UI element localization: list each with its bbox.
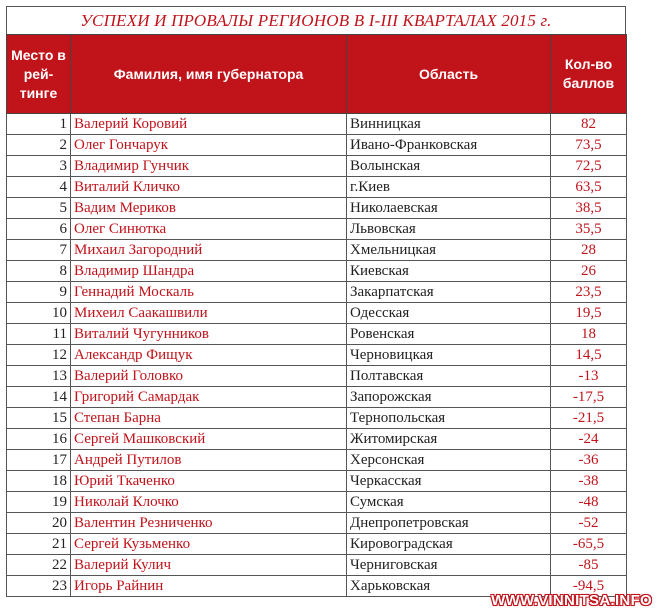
cell-region: г.Киев (347, 177, 551, 198)
table-row (7, 471, 627, 492)
cell-governor: Михаил Загородний (71, 240, 347, 261)
cell-place: 15 (7, 408, 71, 429)
cell-score: 82 (551, 114, 627, 135)
cell-place: 2 (7, 135, 71, 156)
cell-score: 14,5 (551, 345, 627, 366)
cell-governor: Андрей Путилов (71, 450, 347, 471)
cell-region: Волынская (347, 156, 551, 177)
cell-region: Тернопольская (347, 408, 551, 429)
cell-region: Винницкая (347, 114, 551, 135)
cell-governor: Сергей Кузьменко (71, 534, 347, 555)
cell-place: 1 (7, 114, 71, 135)
cell-score: -13 (551, 366, 627, 387)
cell-region: Харьковская (347, 576, 551, 597)
cell-region: Херсонская (347, 450, 551, 471)
cell-governor: Владимир Шандра (71, 261, 347, 282)
cell-governor: Владимир Гунчик (71, 156, 347, 177)
cell-score: -94,5 (551, 576, 627, 597)
cell-region: Ивано-Франковская (347, 135, 551, 156)
watermark: WWW.VINNITSA.INFO (491, 592, 652, 609)
cell-governor: Вадим Мериков (71, 198, 347, 219)
table-row (7, 513, 627, 534)
cell-region: Киевская (347, 261, 551, 282)
cell-region: Днепропетровская (347, 513, 551, 534)
cell-governor: Валерий Кулич (71, 555, 347, 576)
cell-region: Черкасская (347, 471, 551, 492)
cell-governor: Григорий Самардак (71, 387, 347, 408)
table-row (7, 240, 627, 261)
cell-region: Черновицкая (347, 345, 551, 366)
cell-region: Ровенская (347, 324, 551, 345)
table-row (7, 429, 627, 450)
cell-score: 26 (551, 261, 627, 282)
table-row (7, 198, 627, 219)
cell-place: 12 (7, 345, 71, 366)
cell-score: -17,5 (551, 387, 627, 408)
cell-score: -36 (551, 450, 627, 471)
cell-governor: Михеил Саакашвили (71, 303, 347, 324)
cell-region: Запорожская (347, 387, 551, 408)
cell-place: 16 (7, 429, 71, 450)
cell-score: -65,5 (551, 534, 627, 555)
table-row (7, 492, 627, 513)
table-row (7, 450, 627, 471)
table-row (7, 555, 627, 576)
table-row (7, 387, 627, 408)
cell-governor: Игорь Райнин (71, 576, 347, 597)
cell-governor: Виталий Кличко (71, 177, 347, 198)
cell-region: Хмельницкая (347, 240, 551, 261)
cell-score: -21,5 (551, 408, 627, 429)
table-row (7, 282, 627, 303)
cell-score: 18 (551, 324, 627, 345)
cell-place: 9 (7, 282, 71, 303)
cell-governor: Валерий Коровий (71, 114, 347, 135)
table-row (7, 366, 627, 387)
cell-place: 10 (7, 303, 71, 324)
table-row (7, 261, 627, 282)
cell-place: 5 (7, 198, 71, 219)
cell-score: 63,5 (551, 177, 627, 198)
header-governor: Фамилия, имя губернатора (71, 35, 347, 114)
cell-governor: Сергей Машковский (71, 429, 347, 450)
cell-score: -38 (551, 471, 627, 492)
cell-region: Львовская (347, 219, 551, 240)
cell-score: -24 (551, 429, 627, 450)
table-row (7, 345, 627, 366)
table-row (7, 114, 627, 135)
table-row (7, 135, 627, 156)
cell-score: 23,5 (551, 282, 627, 303)
cell-score: 38,5 (551, 198, 627, 219)
cell-governor: Валентин Резниченко (71, 513, 347, 534)
cell-place: 17 (7, 450, 71, 471)
cell-score: 35,5 (551, 219, 627, 240)
table-row (7, 534, 627, 555)
cell-governor: Геннадий Москаль (71, 282, 347, 303)
cell-region: Сумская (347, 492, 551, 513)
cell-place: 21 (7, 534, 71, 555)
header-place: Место в рей-тинге (7, 35, 71, 114)
cell-place: 18 (7, 471, 71, 492)
table-row (7, 303, 627, 324)
cell-place: 22 (7, 555, 71, 576)
cell-score: -48 (551, 492, 627, 513)
cell-region: Закарпатская (347, 282, 551, 303)
cell-governor: Олег Синютка (71, 219, 347, 240)
cell-region: Черниговская (347, 555, 551, 576)
cell-region: Кировоградская (347, 534, 551, 555)
table-row (7, 408, 627, 429)
cell-place: 6 (7, 219, 71, 240)
header-region: Область (347, 35, 551, 114)
cell-score: 73,5 (551, 135, 627, 156)
cell-place: 4 (7, 177, 71, 198)
cell-score: -85 (551, 555, 627, 576)
header-row (7, 35, 627, 114)
cell-place: 11 (7, 324, 71, 345)
table-row (7, 177, 627, 198)
cell-governor: Степан Барна (71, 408, 347, 429)
cell-score: 72,5 (551, 156, 627, 177)
cell-score: -52 (551, 513, 627, 534)
cell-governor: Юрий Ткаченко (71, 471, 347, 492)
cell-governor: Виталий Чугунников (71, 324, 347, 345)
cell-place: 7 (7, 240, 71, 261)
ratings-table (6, 34, 627, 597)
table-title: УСПЕХИ И ПРОВАЛЫ РЕГИОНОВ В I-III КВАРТАЛАХ 2015 г. (6, 6, 626, 34)
table-row (7, 219, 627, 240)
cell-place: 8 (7, 261, 71, 282)
cell-score: 28 (551, 240, 627, 261)
table-body (7, 114, 627, 597)
table-row (7, 156, 627, 177)
cell-place: 14 (7, 387, 71, 408)
cell-place: 19 (7, 492, 71, 513)
cell-governor: Николай Клочко (71, 492, 347, 513)
cell-place: 20 (7, 513, 71, 534)
cell-governor: Валерий Головко (71, 366, 347, 387)
table-row (7, 324, 627, 345)
header-score: Кол-во баллов (551, 35, 627, 114)
cell-region: Одесская (347, 303, 551, 324)
cell-region: Полтавская (347, 366, 551, 387)
cell-region: Николаевская (347, 198, 551, 219)
cell-region: Житомирская (347, 429, 551, 450)
cell-place: 13 (7, 366, 71, 387)
cell-place: 23 (7, 576, 71, 597)
cell-score: 19,5 (551, 303, 627, 324)
cell-place: 3 (7, 156, 71, 177)
cell-governor: Александр Фищук (71, 345, 347, 366)
cell-governor: Олег Гончарук (71, 135, 347, 156)
